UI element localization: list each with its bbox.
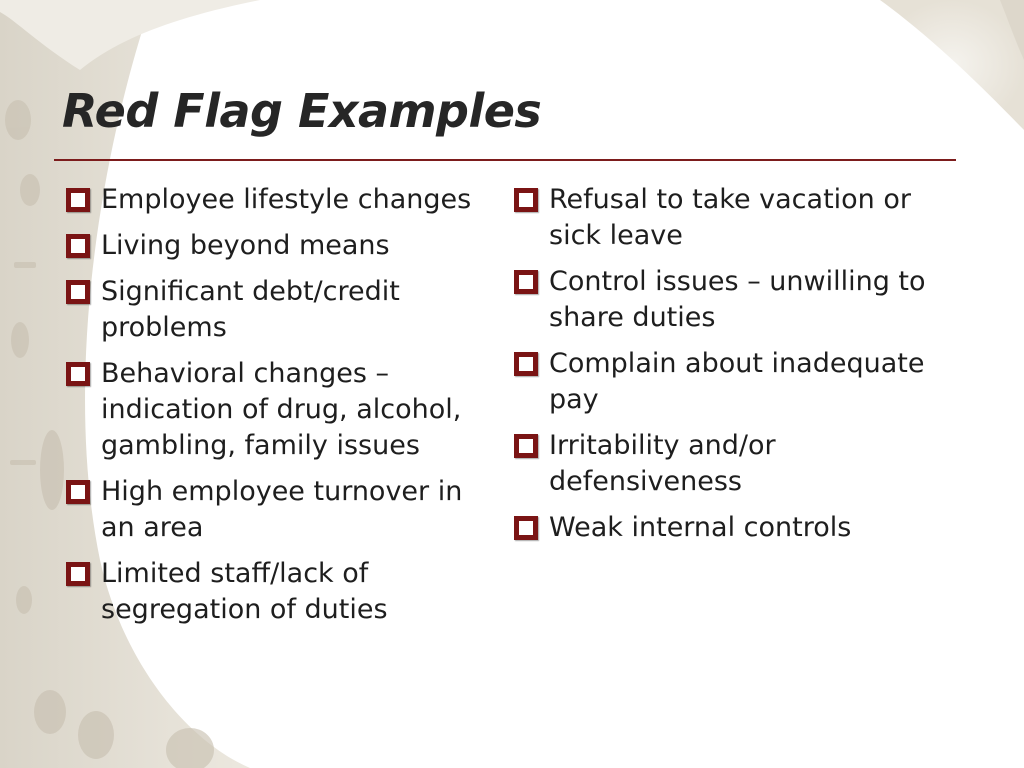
hollow-square-bullet-icon bbox=[514, 352, 538, 376]
bullet-item bbox=[64, 474, 494, 546]
hollow-square-bullet-icon bbox=[514, 188, 538, 212]
left-bullet-list bbox=[64, 182, 494, 638]
hollow-square-bullet-icon bbox=[514, 270, 538, 294]
bullet-item bbox=[64, 556, 494, 628]
bullet-text: Irritability and/or defensiveness bbox=[549, 430, 776, 497]
hollow-square-bullet-icon bbox=[66, 362, 90, 386]
bullet-item bbox=[512, 428, 962, 500]
hollow-square-bullet-icon bbox=[514, 516, 538, 540]
hollow-square-bullet-icon bbox=[66, 234, 90, 258]
bullet-item bbox=[64, 356, 494, 464]
bullet-text: Employee lifestyle changes bbox=[101, 184, 472, 215]
bullet-text: Behavioral changes – indication of drug, alcohol, gambling, family issues bbox=[101, 358, 462, 461]
bullet-item bbox=[64, 274, 494, 346]
bullet-text: Significant debt/credit problems bbox=[101, 276, 400, 343]
bullet-item bbox=[512, 264, 962, 336]
slide-title: Red Flag Examples bbox=[62, 84, 542, 138]
bullet-text: Limited staff/lack of segregation of duties bbox=[101, 558, 388, 625]
bullet-item bbox=[512, 510, 962, 546]
hollow-square-bullet-icon bbox=[66, 480, 90, 504]
bullet-text: Complain about inadequate pay bbox=[549, 348, 925, 415]
hollow-square-bullet-icon bbox=[514, 434, 538, 458]
hollow-square-bullet-icon bbox=[66, 562, 90, 586]
bullet-item bbox=[512, 346, 962, 418]
bullet-text: Refusal to take vacation or sick leave bbox=[549, 184, 911, 251]
bullet-text: Weak internal controls bbox=[549, 512, 852, 543]
bullet-text: Control issues – unwilling to share duties bbox=[549, 266, 926, 333]
top-right-compass-fragment bbox=[880, 0, 1024, 130]
bullet-text: Living beyond means bbox=[101, 230, 390, 261]
hollow-square-bullet-icon bbox=[66, 188, 90, 212]
right-bullet-list bbox=[512, 182, 962, 556]
bullet-item bbox=[64, 228, 494, 264]
bullet-item bbox=[512, 182, 962, 254]
bullet-text: High employee turnover in an area bbox=[101, 476, 463, 543]
bullet-item bbox=[64, 182, 494, 218]
title-underline-divider bbox=[54, 159, 956, 161]
hollow-square-bullet-icon bbox=[66, 280, 90, 304]
